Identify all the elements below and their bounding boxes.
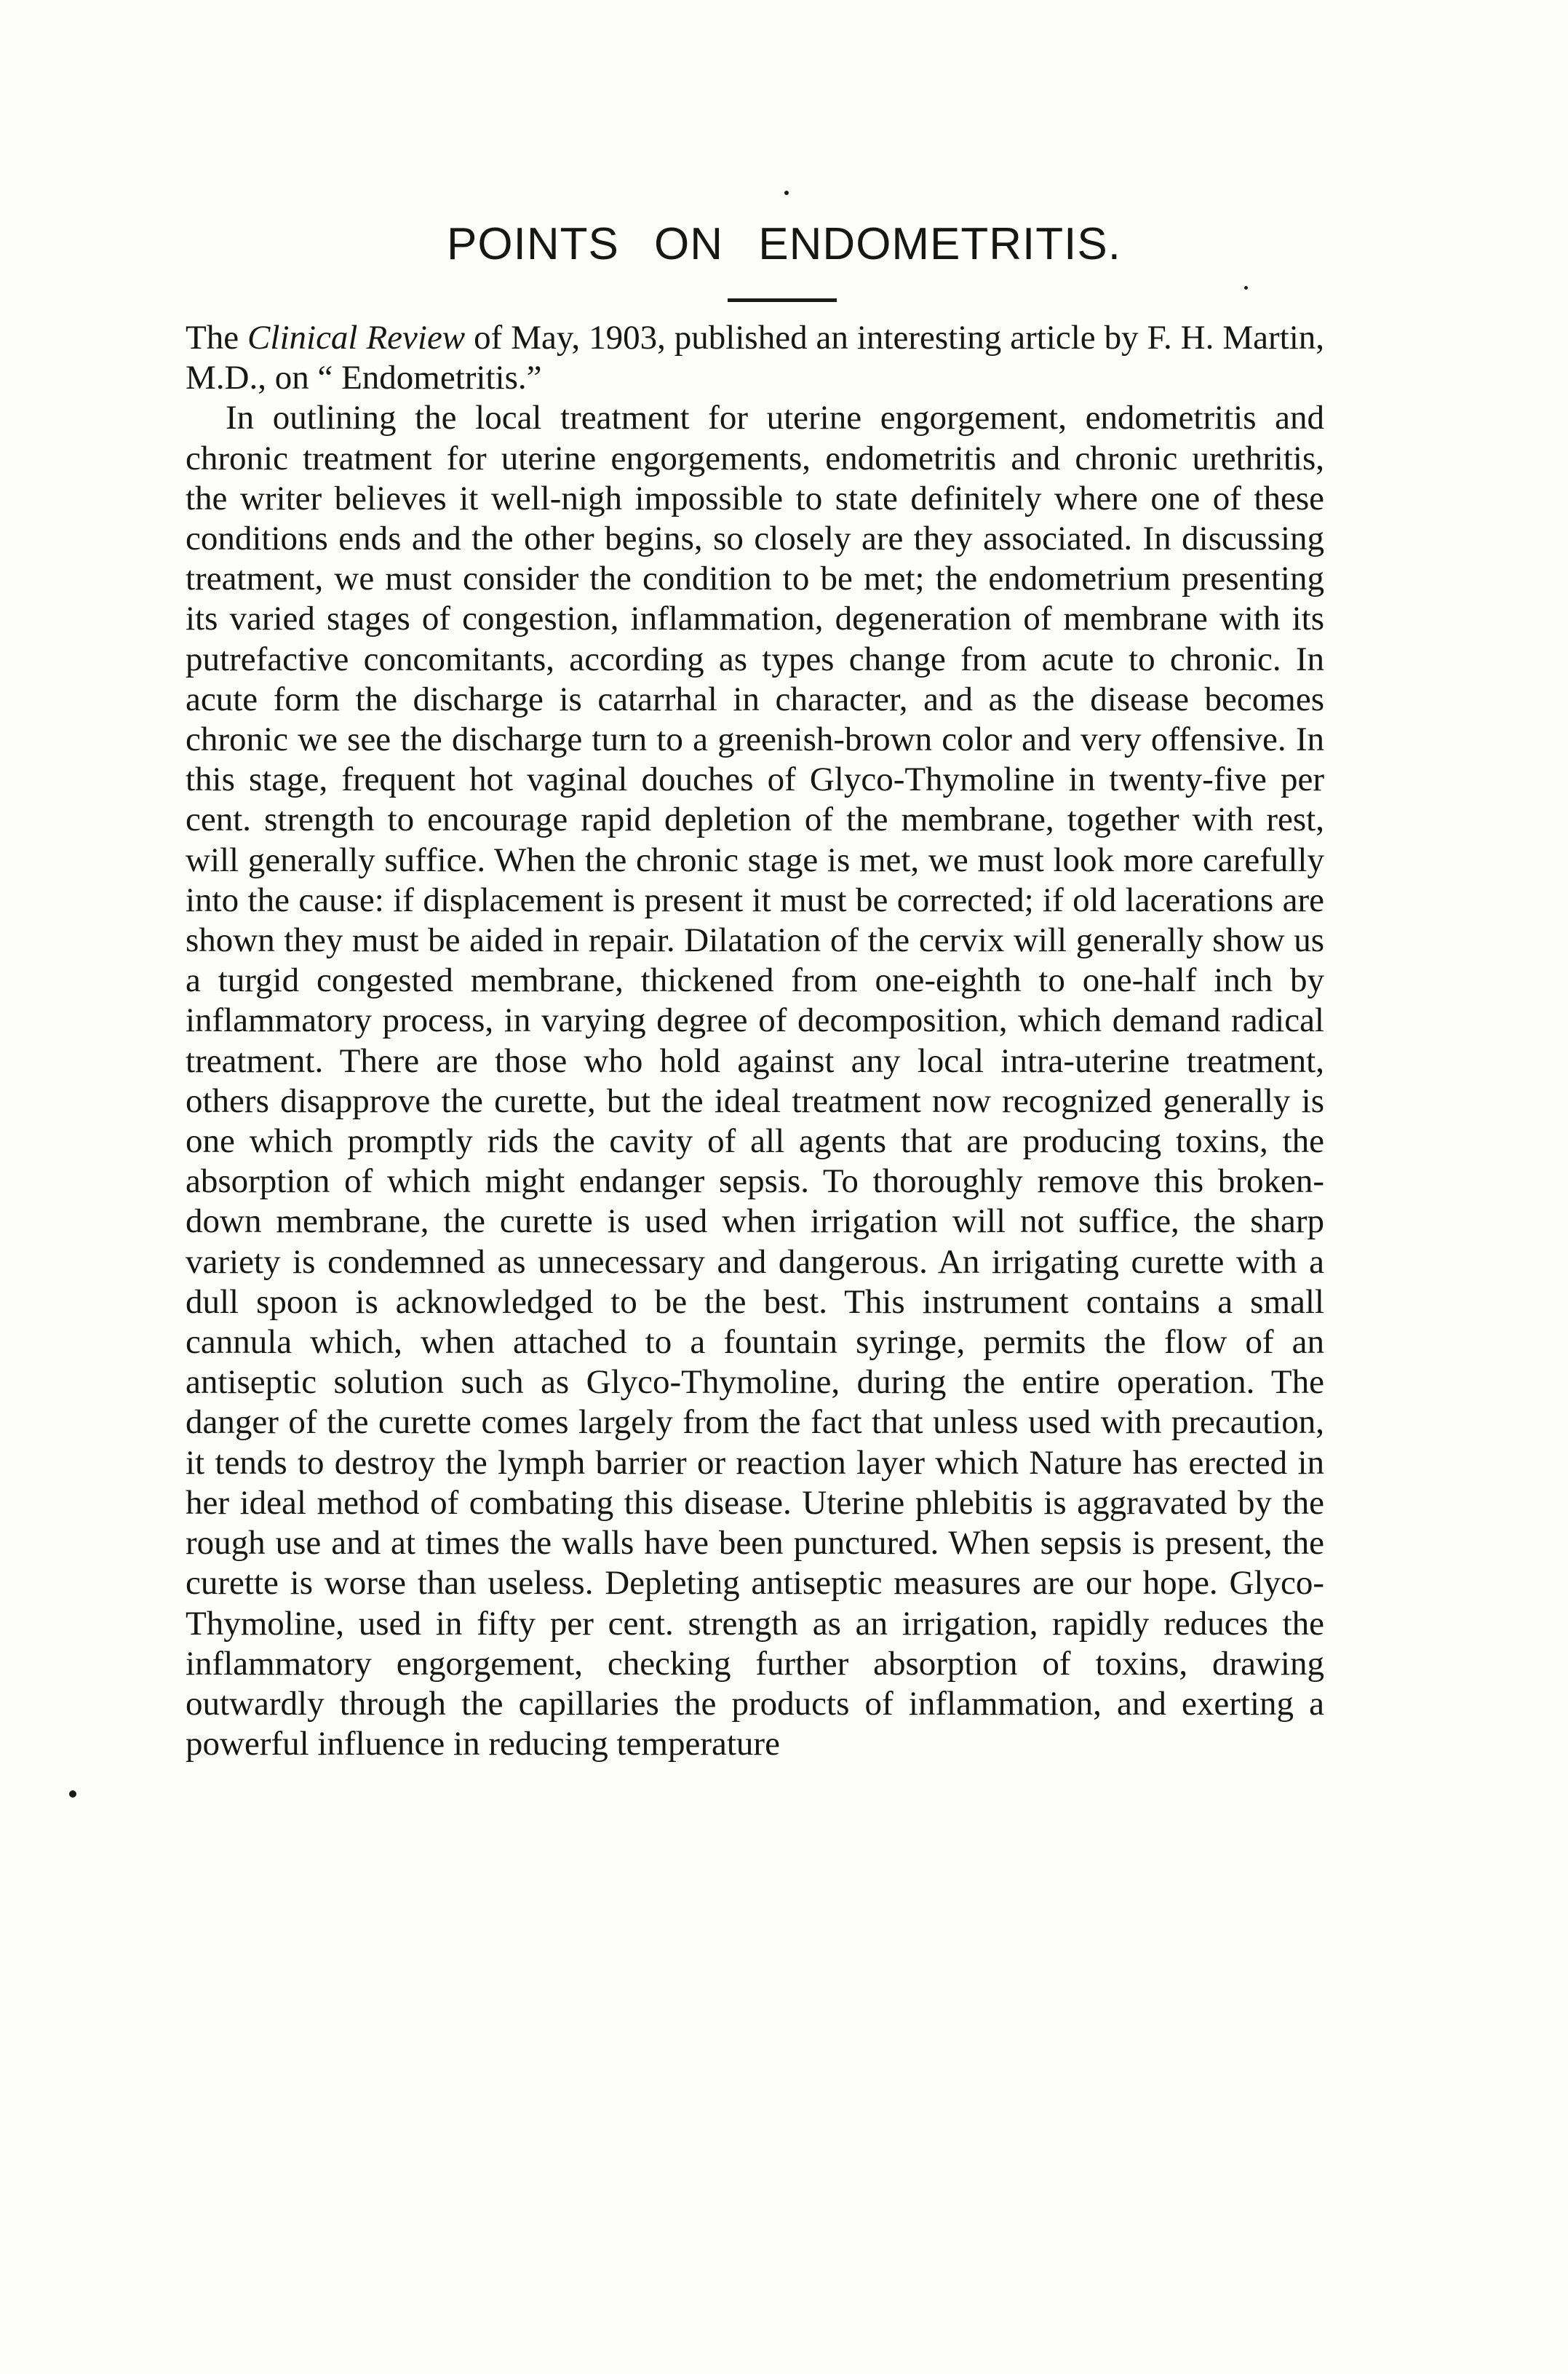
main-paragraph: In outlining the local treatment for uterine engorgement, endometritis and chronic treatment for uterine engorgements, endometritis and chronic urethritis, the writer believes it well-nigh impossible to state definitely where one of these conditions ends and the other begins, so closely are they associated. In discussing treatment, we must consider the condition to be met; the endometrium presenting its varied stages of congestion, inflammation, degeneration of membrane with its putrefactive concomitants, according as types change from acute to chronic. In acute form the discharge is catarrhal in character, and as the disease becomes chronic we see the discharge turn to a greenish-brown color and very offensive. In this stage, frequent hot vaginal douches of Glyco-Thymoline in twenty-five per cent. strength to encourage rapid depletion of the membrane, together with rest, will generally suffice. When the chronic stage is met, we must look more carefully into the cause: if displacement is present it must be corrected; if old lacerations are shown they must be aided in repair. Dilatation of the cervix will generally show us a turgid congested membrane, thickened from one-eighth to one-half inch by inflammatory process, in varying degree of decomposition, which demand radical treatment. There are those who hold against any local intra-uterine treatment, others disapprove the curette, but the ideal treatment now recognized generally is one which promptly rids the cavity of all agents that are producing toxins, the absorption of which might endanger sepsis. To thoroughly remove this broken-down membrane, the curette is used when irrigation will not suffice, the sharp variety is condemned as unnecessary and dangerous. An irrigating curette with a dull spoon is acknowledged to be the best. This instrument contains a small cannula which, when attached to a fountain syringe, permits the flow of an antiseptic solution such as Glyco-Thymoline, during the entire operation. The danger of the curette comes largely from the fact that unless used with precaution, it tends to destroy the lymph barrier or reaction layer which Nature has erected in her ideal method of combating this disease. Uterine phlebitis is aggravated by the rough use and at times the walls have been punctured. When sepsis is present, the curette is worse than useless. Depleting antiseptic measures are our hope. Glyco-Thymoline, used in fifty per cent. strength as an irrigation, rapidly reduces the inflammatory engorgement, checking further absorption of toxins, drawing outwardly through the capillaries the products of inflammation, and exerting a powerful influence in reducing temperature — [186, 399, 1324, 1763]
title-divider — [728, 298, 837, 302]
journal-citation: Clinical Review — [247, 319, 466, 357]
article-body — [186, 318, 1324, 1764]
print-speck — [784, 191, 789, 195]
intro-paragraph — [186, 318, 1324, 398]
print-speck — [69, 1790, 76, 1798]
print-speck — [1244, 286, 1248, 290]
intro-lead: The — [186, 319, 248, 357]
intro-rest: of May, 1903, published an interesting article by F. H. Martin, M.D., on “ Endometritis.” — [186, 319, 1325, 397]
article-title: POINTS ON ENDOMETRITIS. — [447, 219, 1121, 269]
